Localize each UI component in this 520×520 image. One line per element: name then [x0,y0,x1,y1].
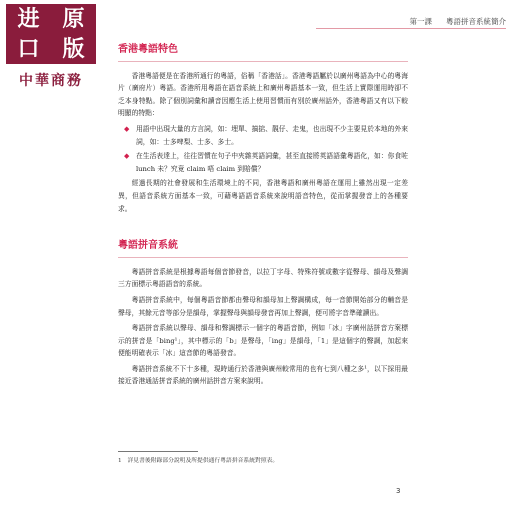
badge-char: 版 [62,36,85,62]
list-item-text: 在生活表達上，往往習慣在句子中夾雜英語詞彙，甚至直接將英語語彙粵語化，如：你食咗 lunch 未？究竟 claim 唔 claim 到賠償？ [136,152,408,173]
paragraph: 香港粵語便是在香港所通行的粵語，俗稱「香港話」。香港粵語屬於以廣州粵語為中心的粵海片（廣府片）粵語。香港所用粵語在語音系統上和廣州粵語基本一致，但生活上實際運用時卻不乏本身特點。除了個別詞彙和讀音因應生活上使用習慣而有別於廣州話外，香港粵語又有以下較明顯的特點： [118,71,408,118]
paragraph: 粵語拼音系統中，每個粵語音節都由聲母和韻母加上聲調構成，每一音節開始部分的輔音是聲母，其餘元音等部分是韻母，掌握聲母與韻母發音再加上聲調，便可將字音準確讀出。 [118,295,408,317]
header-rule [316,28,506,29]
header-lesson: 第一課 [409,17,432,26]
paragraph: 粵語拼音系統以聲母、韻母和聲調標示一個字的粵語音節，例如「冰」字廣州話拼音方案標示的拼音是「bing¹」，其中標示的「b」是聲母，「ing」是韻母，「1」是這個字的聲調，加起來便能明確表示「冰」這音節的粵語發音。 [118,324,408,358]
paragraph: 經過長期的社會發展和生活環境上的不同，香港粵語和廣州粵語在運用上雖然出現一定差異，但語音系統方面基本一致，可藉粵語語音系統來說明語音特色，從而掌握發音上的各種要求。 [118,179,408,213]
badge-char: 原 [62,6,85,32]
publisher-badge [6,4,96,90]
footnote: 1 詳見書後附錄部分說明及所提供通行粵語拼音系統對照表。 [118,458,279,464]
section-divider [118,257,408,258]
running-header [410,16,507,27]
footnote-rule [118,451,198,452]
diamond-bullet-icon: ◆ [124,152,130,161]
list-item [124,123,408,148]
badge-box [6,4,96,64]
badge-subtitle: 中華商務 [19,73,83,89]
badge-char: 进 [17,6,40,32]
paragraph: 粵語拼音系統不下十多種，現時通行於香港與廣州較常用的也有七到八種之多¹，以下採用最接近香港通話拼音系統的廣州話拼音方案來說明。 [118,364,408,386]
diamond-bullet-icon: ◆ [124,124,130,133]
page-body [118,44,408,391]
section-title-hk-cantonese: 香港粵語特色 [118,44,178,55]
paragraph: 粵語拼音系統是根據粵語每個音節發音，以拉丁字母、特殊符號或數字從聲母、韻母及聲調三方面標示粵語語音的系統。 [118,267,408,289]
list-item-text: 用語中出現大量的方言詞，如：埋單、搞掂、靚仔、走鬼，也出現不少主要見於本地的外來詞，如：士多啤梨、士多、多士。 [136,124,408,146]
badge-char: 口 [17,36,40,62]
header-topic: 粵語拼音系統簡介 [446,17,506,26]
page-number: 3 [396,487,401,495]
section-divider [118,61,408,62]
section-title-romanization: 粵語拼音系統 [118,240,178,252]
list-item [124,150,408,175]
